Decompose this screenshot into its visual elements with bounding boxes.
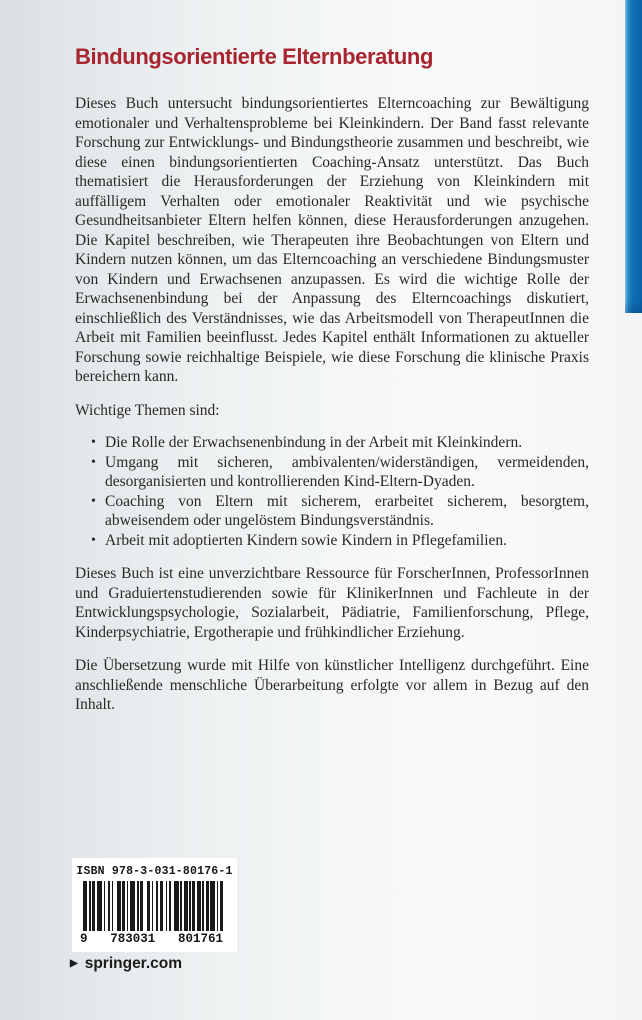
- themes-heading: Wichtige Themen sind:: [75, 401, 220, 419]
- book-title: Bindungsorientierte Elternberatung: [75, 44, 433, 69]
- list-item: • Umgang mit sicheren, ambivalenten/widerständigen, vermeidenden, desorganisierten und kontrollierenden Kind-Eltern-Dyaden.: [105, 453, 589, 492]
- ean-digit-group: 783031: [110, 932, 156, 946]
- cover-text-block: [75, 44, 589, 729]
- audience-paragraph: Dieses Buch ist eine unverzichtbare Ressource für ForscherInnen, ProfessorInnen und Graduiertenstudierenden sowie für KlinikerInnen und Fachleute in der Entwicklungspsychologie, Sozialarbeit, Pädiatrie, Familienforschung, Pflege, Kinderpsychiatrie, Ergotherapie und frühkindlicher Erziehung.: [75, 565, 589, 641]
- themes-list: [75, 433, 589, 550]
- publisher-arrow-icon: ▶: [70, 958, 78, 969]
- list-item: • Die Rolle der Erwachsenenbindung in der Arbeit mit Kleinkindern.: [105, 433, 589, 453]
- translation-note: Die Übersetzung wurde mit Hilfe von künstlicher Intelligenz durchgeführt. Eine anschließende menschliche Überarbeitung erfolgte vor allem in Bezug auf den Inhalt.: [75, 657, 589, 713]
- ean-digit-group: 801761: [177, 932, 223, 946]
- ean-barcode: [83, 881, 237, 931]
- intro-paragraph: Dieses Buch untersucht bindungsorientiertes Elterncoaching zur Bewältigung emotionaler und Verhaltensprobleme bei Kleinkindern. Der Band fasst relevante Forschung zur Entwicklungs- und Bindungstheorie zusammen und beschreibt, wie diese einen bindungsorientierten Coaching-Ansatz unterstützt. Das Buch thematisiert die Herausforderungen der Erziehung von Kleinkindern mit auffälligem Verhalten oder emotionaler Reaktivität und wie psychische Gesundheitsanbieter Eltern helfen können, diese Herausforderungen anzugehen. Die Kapitel beschreiben, wie Therapeuten ihre Beobachtungen von Eltern und Kindern nutzen können, um das Elterncoaching an verschiedene Bindungsmuster von Kindern und Erwachsenen anzupassen. Es wird die wichtige Rolle der Erwachsenenbindung bei der Anpassung des Elterncoachings diskutiert, einschließlich des Verständnisses, wie das Arbeitsmodell von TherapeutInnen die Arbeit mit Familien beeinflusst. Jedes Kapitel enthält Informationen zu aktueller Forschung sowie reichhaltige Beispiele, wie diese Forschung die klinische Praxis bereichern kann.: [75, 95, 589, 385]
- isbn-barcode-panel: [72, 858, 237, 952]
- publisher-site-label: springer.com: [84, 955, 183, 972]
- ean-digit-group: 9: [80, 932, 88, 946]
- ean-digits: [80, 932, 223, 946]
- list-item: • Coaching von Eltern mit sicherem, erarbeitet sicherem, besorgtem, abweisendem oder ungelöstem Bindungsverständnis.: [105, 492, 589, 531]
- isbn-label: ISBN 978-3-031-80176-1: [76, 865, 233, 878]
- spine-blue-stripe: [625, 0, 642, 313]
- publisher-mark: [70, 955, 182, 973]
- list-item: • Arbeit mit adoptierten Kindern sowie Kindern in Pflegefamilien.: [105, 531, 589, 551]
